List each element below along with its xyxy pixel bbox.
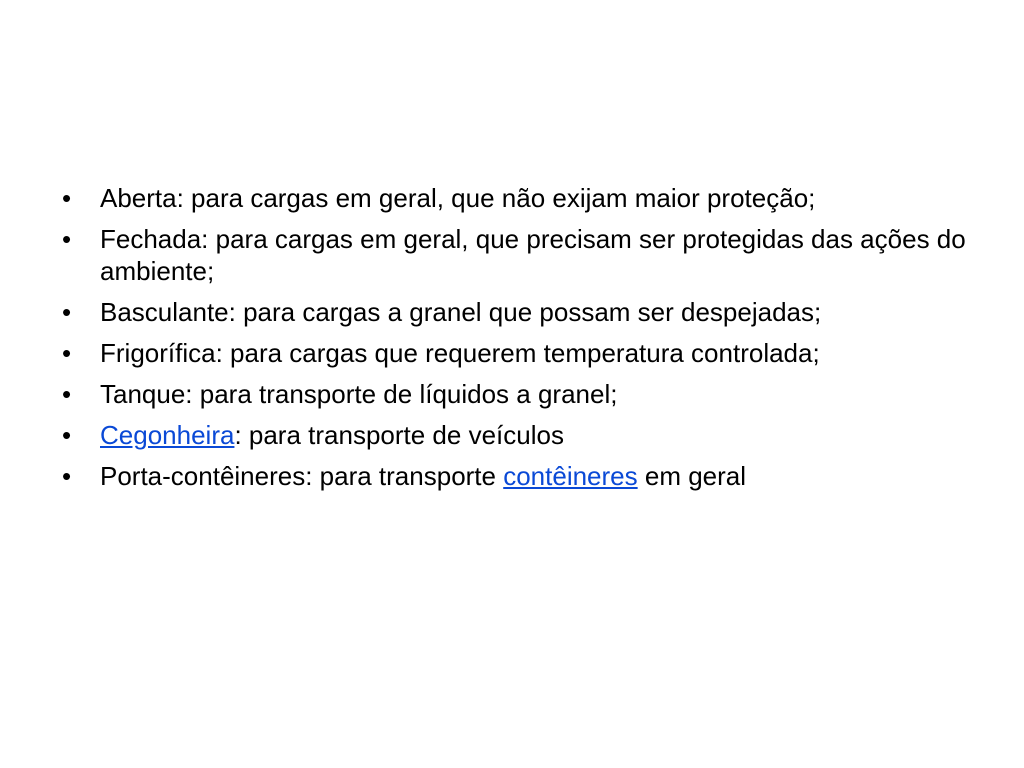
list-item-cegonheira bbox=[60, 419, 970, 451]
bullet-icon: • bbox=[62, 338, 72, 368]
conteineres-link[interactable]: contêineres bbox=[503, 461, 638, 491]
list-item-text: Porta-contêineres: para transporte bbox=[100, 461, 504, 491]
list-item-text: Aberta: para cargas em geral, que não exijam maior proteção; bbox=[100, 183, 816, 213]
list-item-tanque bbox=[60, 378, 970, 410]
bullet-icon: • bbox=[62, 461, 72, 491]
bullet-icon: • bbox=[62, 379, 72, 409]
bullet-icon: • bbox=[62, 420, 72, 450]
list-item-porta-conteineres bbox=[60, 460, 970, 492]
list-item-basculante bbox=[60, 296, 970, 328]
list-item-text: Frigorífica: para cargas que requerem temperatura controlada; bbox=[100, 338, 820, 368]
bullet-icon: • bbox=[62, 183, 72, 213]
list-item-frigorifica bbox=[60, 337, 970, 369]
list-item-fechada bbox=[60, 223, 970, 287]
list-item-text: em geral bbox=[637, 461, 747, 491]
bullet-icon: • bbox=[62, 297, 72, 327]
list-item-aberta bbox=[60, 182, 970, 214]
list-item-text: Tanque: para transporte de líquidos a granel; bbox=[100, 379, 618, 409]
bullet-icon: • bbox=[62, 224, 72, 254]
list-item-text: Fechada: para cargas em geral, que precisam ser protegidas das ações do ambiente; bbox=[100, 224, 966, 286]
list-item-text: : para transporte de veículos bbox=[234, 420, 564, 450]
cegonheira-link[interactable]: Cegonheira bbox=[100, 420, 235, 450]
bullet-list bbox=[60, 182, 970, 501]
list-item-text: Basculante: para cargas a granel que possam ser despejadas; bbox=[100, 297, 822, 327]
